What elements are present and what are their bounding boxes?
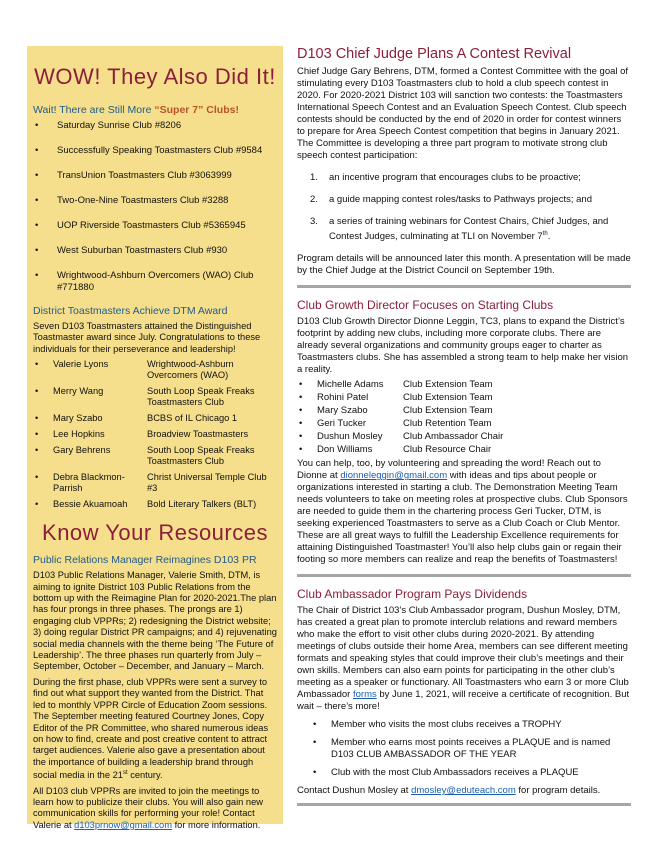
award-item: • Member who earns most points receives a PLAQUE and is named D103 CLUB AMBASSADOR OF THE YEAR [297,737,631,761]
club-ambassador-paragraph-2: Contact Dushun Mosley at dmosley@eduteach.com for program details. [297,785,601,797]
team-row: • Dushun Mosley Club Ambassador Chair [297,431,631,443]
ambassador-awards-list [297,719,631,779]
club-list-item: • Two-One-Nine Toastmasters Club #3288 [33,195,277,207]
team-row: • Geri Tucker Club Retention Team [297,418,631,430]
pr-paragraph-1: D103 Public Relations Manager, Valerie Smith, DTM, is aiming to ignite District 103 Public Relations from the bottom up with the Reimagine Plan for 2020-2021.The plan has four prongs in three phases. The prongs are 1) engaging club VPPRs; 2) redesigning the District website; 3) doing regular District PR campaigns; and 4) rejuvenating social media channels with the theme being ‘The Future of Leadership’. The three phases run quarterly from July – September, October – December, and January – March. [33,570,277,672]
club-list-item: • UOP Riverside Toastmasters Club #5365945 [33,220,277,232]
program-item: 3. a series of training webinars for Contest Chairs, Chief Judges, and Contest Judges, culminating at TLI on November 7th. [310,216,609,243]
dtm-club: Wrightwood-Ashburn Overcomers (WAO) [147,359,234,381]
super7-club-list [33,120,277,294]
dtm-row [33,413,277,424]
award-item: • Member who visits the most clubs receives a TROPHY [297,719,631,731]
chief-judge-title: D103 Chief Judge Plans A Contest Revival [297,46,572,62]
program-item: 1. an incentive program that encourages clubs to be proactive; [310,172,581,183]
chief-judge-paragraph-2: Program details will be announced later this month. A presentation will be made by the Chief Judge at the District Council on September 19th. [297,253,631,277]
dtm-club: Christ Universal Temple Club #3 [147,472,267,494]
dtm-list [33,359,277,510]
dtm-intro: Seven D103 Toastmasters attained the Distinguished Toastmaster award since July. Congratulations to these individuals for their perseverance and leadership! [33,321,261,354]
club-list-item: • Wrightwood-Ashburn Overcomers (WAO) Club #771880 [33,270,277,294]
dtm-row [33,445,277,467]
pr-paragraph-2: During the first phase, club VPPRs were sent a survey to find out what support they wanted from the District. That led to monthly VPPR Circle of Education Zoom sessions. The September meeting featured Courtney Jones, Copy Editor of the PR Committee, who shared numerous ideas on how to find, create and post creative content to attract target audiences. Valerie also gave a presentation about the importance of building a leadership brand through social media in the 21st century. [33,676,269,781]
left-sidebar-panel [27,46,283,830]
club-list-item: • TransUnion Toastmasters Club #3063999 [33,170,277,182]
pr-heading: Public Relations Manager Reimagines D103 PR [33,554,257,567]
dtm-club: South Loop Speak Freaks Toastmasters Club [147,445,255,467]
club-growth-title: Club Growth Director Focuses on Starting Clubs [297,298,554,313]
dionne-email-link[interactable]: dionneleggin@gmail.com [340,470,448,482]
right-main-column [297,46,631,816]
dtm-row [33,499,277,510]
team-row: • Don Williams Club Resource Chair [297,444,631,456]
dtm-club: Bold Literary Talkers (BLT) [147,499,257,510]
contest-program-list [297,172,631,243]
section-divider [297,803,631,806]
pr-paragraph-3: All D103 club VPPRs are invited to join the meetings to learn how to publicize their clubs. You will also gain new communication skills for performing your role! Contact Valerie at d103prnow@gmail.com for more information. [33,785,263,830]
team-row: • Michelle Adams Club Extension Team [297,379,631,391]
team-row: • Rohini Patel Club Extension Team [297,392,631,404]
forms-link[interactable]: forms [352,689,377,701]
dtm-name: Lee Hopkins [53,429,105,440]
chief-judge-paragraph-1: Chief Judge Gary Behrens, DTM, formed a Contest Committee with the goal of stimulating every D103 Toastmasters club to hold a club speech contest in 2020. For 2020-2021 District 103 will sanction two contests: the Toastmasters International Speech Contest and an Evaluation Speech Contest. Club speech contests should be conducted by the end of 2020 in order for contest winners to prepare for Area Speech Contest competition that begins in January 2021. The Committee is developing a three part program to motivate strong club speech contest participation: [297,66,629,161]
team-row: • Mary Szabo Club Extension Team [297,405,631,417]
award-item: • Club with the most Club Ambassadors receives a PLAQUE [297,767,631,779]
dtm-name: Gary Behrens [53,445,111,456]
club-growth-paragraph-1: D103 Club Growth Director Dionne Leggin, TC3, plans to expand the District’s footprint by adding new clubs, including more corporate clubs. There are already several organizations and community groups eager to charter as Toastmasters clubs. She has assembled a strong team to help make her vision a reality. [297,316,629,376]
dtm-heading: District Toastmasters Achieve DTM Award [33,305,228,317]
dtm-row [33,429,277,440]
dtm-name: Debra Blackmon-Parrish [53,472,125,494]
dtm-name: Merry Wang [53,386,104,397]
dtm-name: Valerie Lyons [53,359,109,370]
dtm-name: Bessie Akuamoah [53,499,128,510]
club-ambassador-paragraph-1: The Chair of District 103’s Club Ambassador program, Dushun Mosley, DTM, has created a great plan to promote interclub relations and reward members who make the effort to visit other clubs during 2020-2021. By attending meetings of clubs outside their home Area, members can see different meeting formats and speaking styles that could improve their club’s meetings and their own skills. Members can also earn points for participating in the other club’s meeting as a speaker or functionary. All Toastmasters who earn 3 or more Club Ambassador forms by June 1, 2021, will receive a certificate of recognition. But wait – there’s more! [297,605,630,713]
section-divider [297,574,631,577]
know-resources-title: Know Your Resources [42,520,268,546]
program-item: 2. a guide mapping contest roles/tasks to Pathways projects; and [310,194,592,205]
club-growth-paragraph-2: You can help, too, by volunteering and spreading the word! Reach out to Dionne at dionneleggin@gmail.com with ideas and tips about people or organizations interested in starting a club. The Demonstration Meeting Team needs volunteers to take on meeting roles at prospective clubs. Club Sponsors are needed to guide them in the chartering process Geri Tucker, DTM, is seeking experienced Toastmasters to serve as a Club Coach or Club Mentor. These are all great ways to fulfill the Leadership Excellence requirements for attaining Distinguished Toastmaster! You’ll also help clubs gain or regain their footing so more members can realize and reap the benefits of Toastmasters! [297,458,628,566]
dtm-row [33,472,277,494]
club-list-item: • Successfully Speaking Toastmasters Club #9584 [33,145,277,157]
dushun-email-link[interactable]: dmosley@eduteach.com [411,785,516,797]
dtm-club: Broadview Toastmasters [147,429,249,440]
dtm-row [33,386,277,408]
wow-title: WOW! They Also Did It! [34,64,276,89]
dtm-club: South Loop Speak Freaks Toastmasters Club [147,386,255,408]
club-list-item: • Saturday Sunrise Club #8206 [33,120,277,132]
dtm-row [33,359,277,381]
growth-team-list [297,379,631,456]
super7-bold: “Super 7” Clubs! [154,104,239,116]
dtm-club: BCBS of IL Chicago 1 [147,413,238,424]
super7-subheading [33,104,277,116]
section-divider [297,285,631,288]
pr-email-link[interactable]: d103prnow@gmail.com [74,819,172,830]
dtm-name: Mary Szabo [53,413,103,424]
club-ambassador-title: Club Ambassador Program Pays Dividends [297,587,528,602]
club-list-item: • West Suburban Toastmasters Club #930 [33,245,277,257]
super7-intro: Wait! There are Still More [33,104,155,116]
